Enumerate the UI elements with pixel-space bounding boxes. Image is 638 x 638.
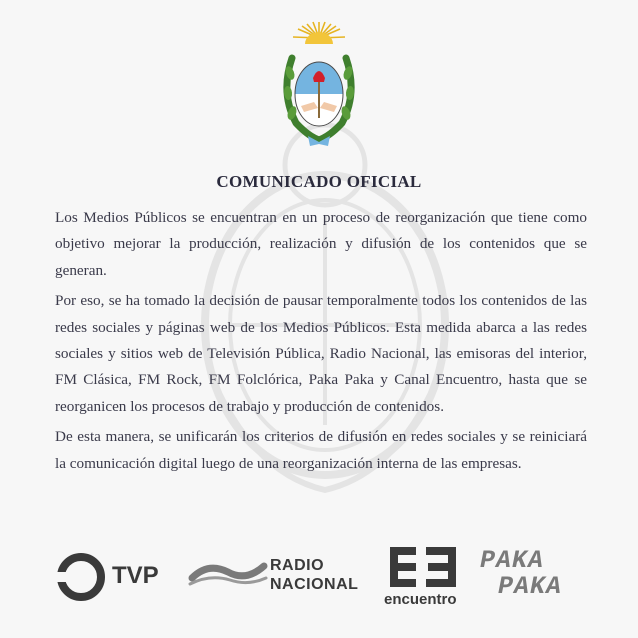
radio-line-2: NACIONAL [270, 576, 359, 593]
statement-body [55, 205, 587, 481]
tvp-logo-icon [54, 550, 108, 604]
radio-nacional-logo-icon [188, 556, 268, 592]
paka-line-1: PAKA [480, 546, 545, 575]
encuentro-logo-text: encuentro [384, 591, 457, 608]
coat-of-arms-icon [274, 18, 364, 154]
paka-paka-logo [480, 548, 562, 600]
radio-nacional-logo-text [270, 556, 358, 594]
paka-line-2: PAKA [498, 572, 563, 601]
page-title: COMUNICADO OFICIAL [216, 172, 422, 191]
tvp-logo-text: TVP [112, 562, 159, 589]
radio-line-1: RADIO [270, 557, 325, 574]
encuentro-logo-icon [388, 545, 458, 589]
paragraph-2: Por eso, se ha tomado la decisión de pausar temporalmente todos los contenidos de las redes sociales y páginas web de los Medios Públicos. Esta medida abarca a las redes sociales y sitios web de Televisión Pública, Radio Nacional, las emisoras del interior, FM Clásica, FM Rock, FM Folclórica, Paka Paka y Canal Encuentro, hasta que se reorganicen los procesos de trabajo y producción de contenidos. [55, 292, 587, 415]
paragraph-1: Los Medios Públicos se encuentran en un proceso de reorganización que tiene como objetivo mejorar la producción, realización y difusión de los contenidos que se generan. [55, 209, 587, 279]
paragraph-3: De esta manera, se unificarán los criterios de difusión en redes sociales y se reiniciará la comunicación digital luego de una reorganización interna de las empresas. [55, 428, 587, 472]
